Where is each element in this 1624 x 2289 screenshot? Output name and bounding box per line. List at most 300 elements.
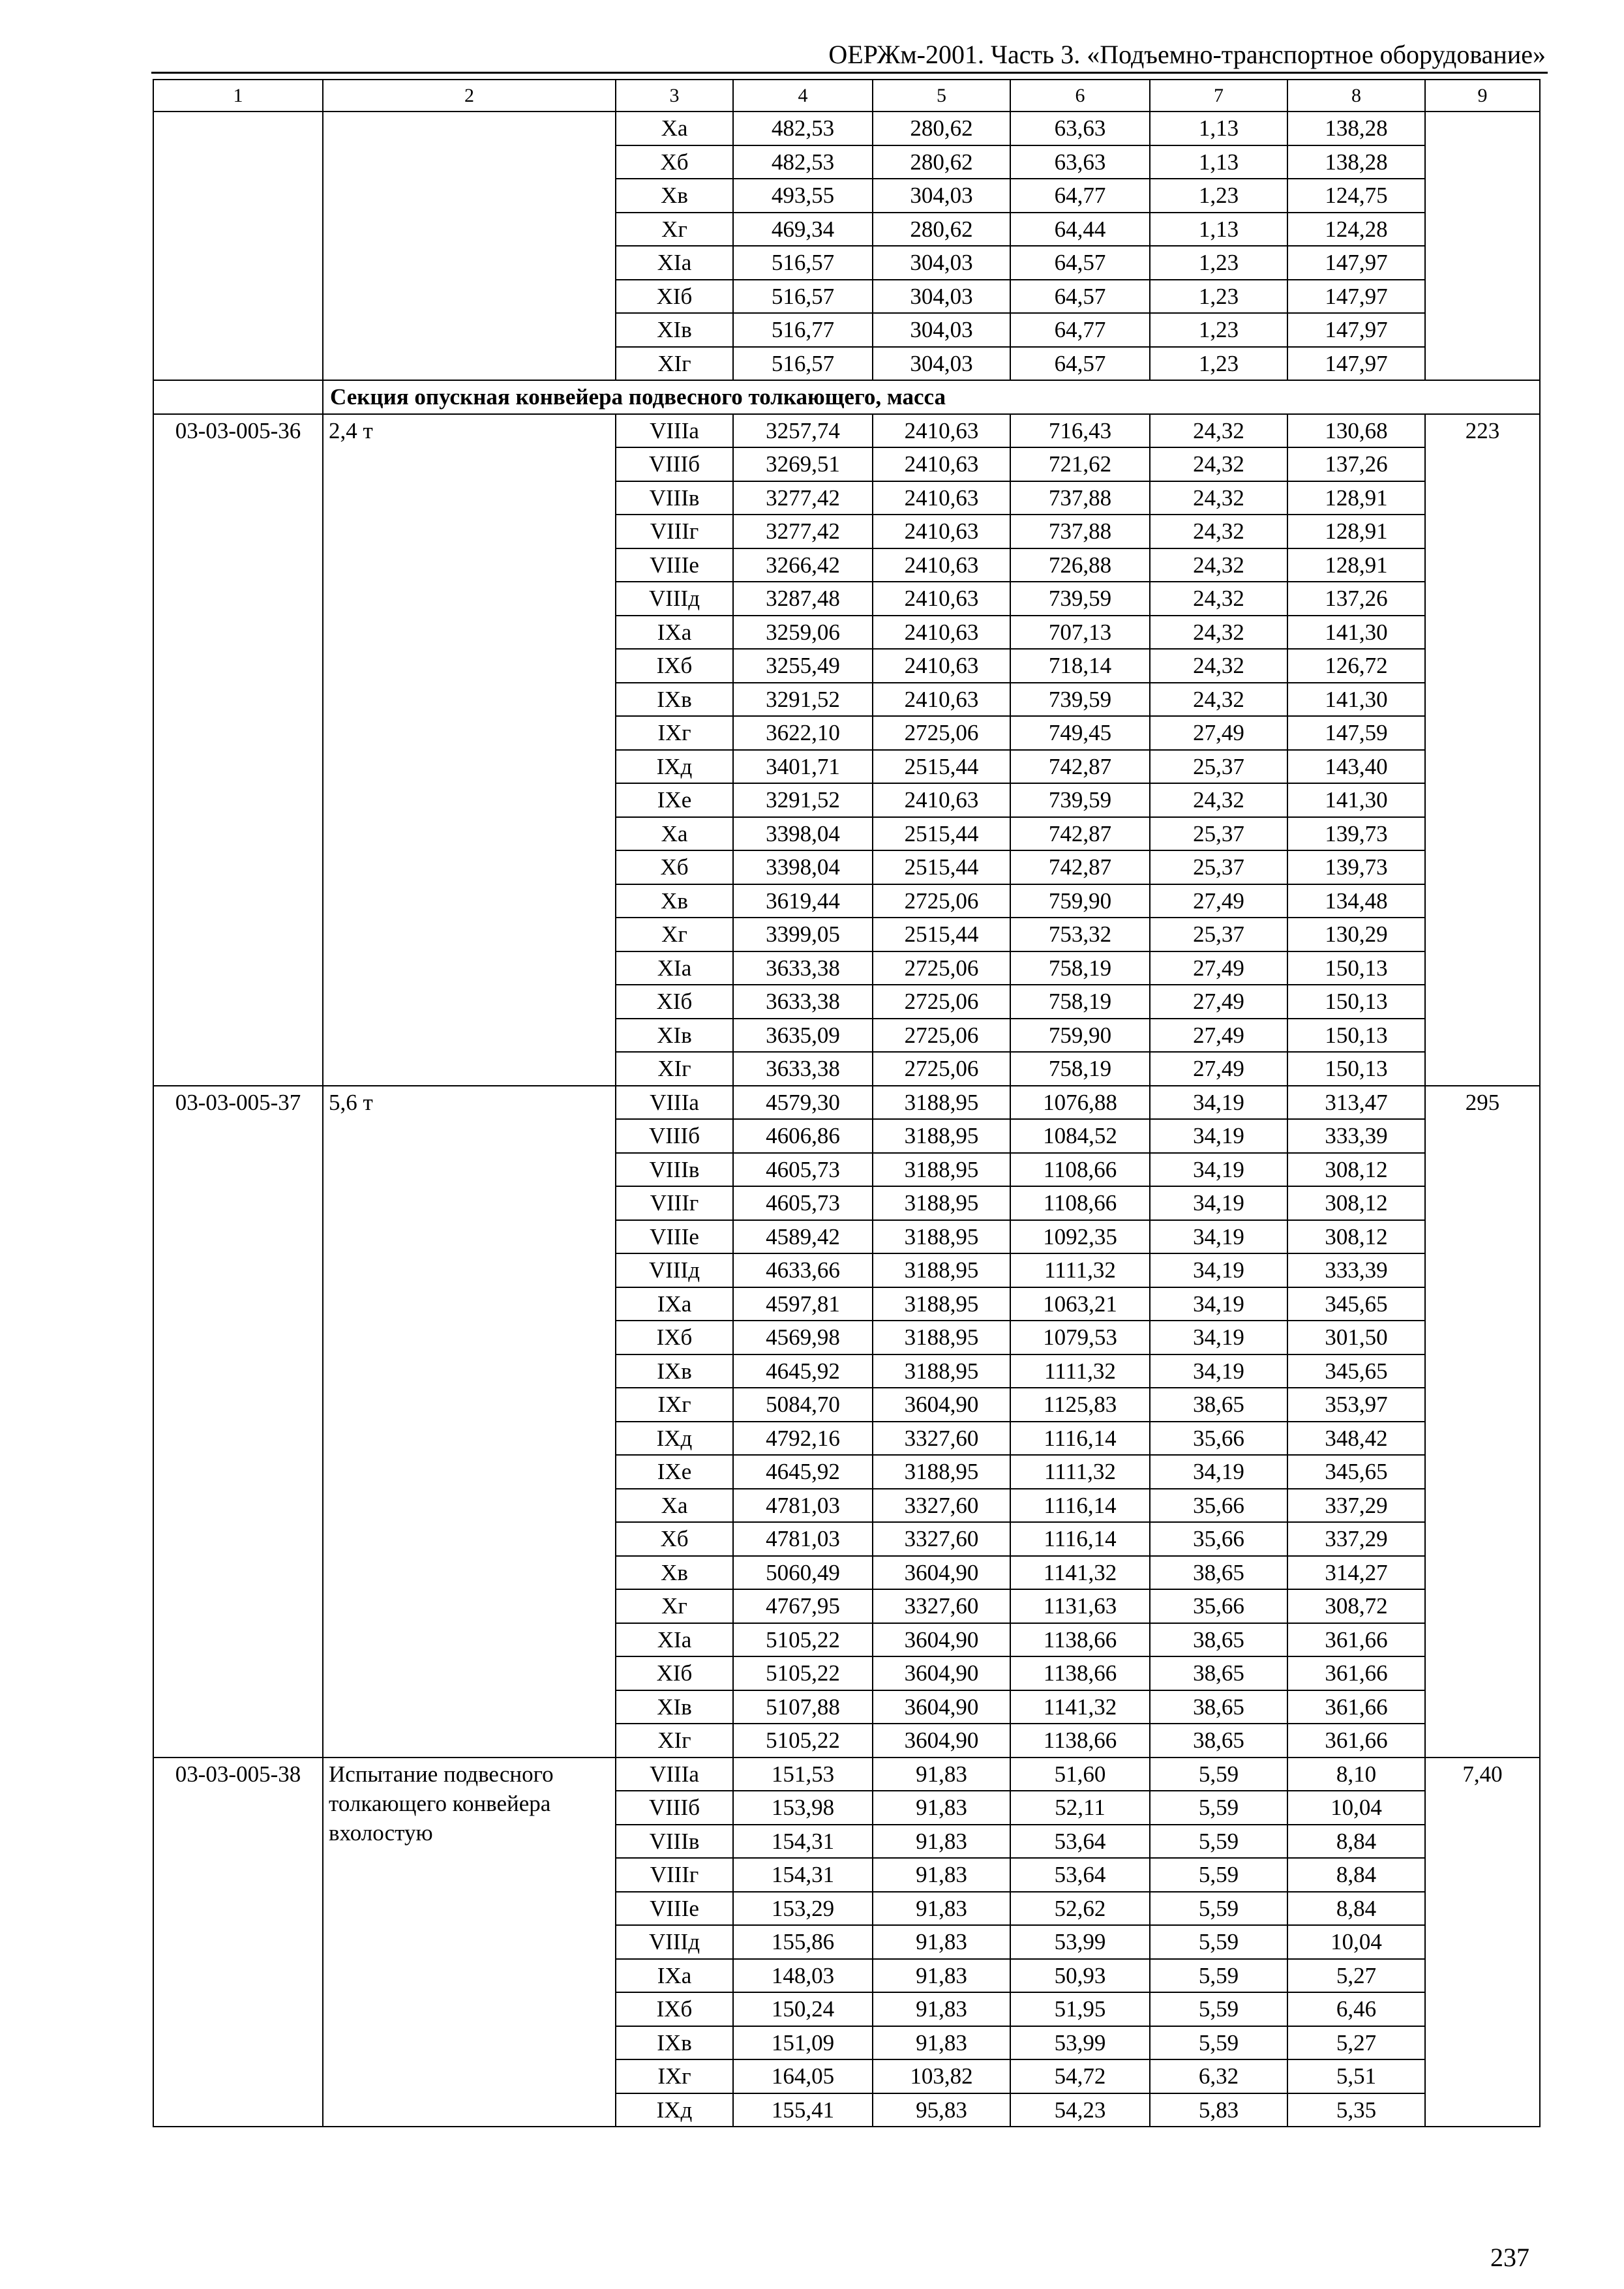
- name-cell: 2,4 т: [323, 414, 616, 1086]
- value-cell: 25,37: [1150, 918, 1287, 951]
- variant-cell: Xв: [616, 1556, 733, 1590]
- value-cell: 337,29: [1287, 1522, 1425, 1556]
- value-cell: 4597,81: [733, 1287, 873, 1321]
- header-divider: [151, 72, 1548, 74]
- value-cell: 333,39: [1287, 1253, 1425, 1287]
- section-code-cell: [153, 380, 323, 414]
- value-cell: 2410,63: [873, 683, 1010, 717]
- value-cell: 3399,05: [733, 918, 873, 951]
- value-cell: 8,10: [1287, 1758, 1425, 1791]
- value-cell: 63,63: [1010, 112, 1150, 145]
- value-cell: 137,26: [1287, 447, 1425, 481]
- value-cell: 337,29: [1287, 1489, 1425, 1523]
- value-cell: 5,59: [1150, 1791, 1287, 1825]
- value-cell: 707,13: [1010, 616, 1150, 650]
- value-cell: 4605,73: [733, 1186, 873, 1220]
- value-cell: 150,13: [1287, 951, 1425, 985]
- value-cell: 4792,16: [733, 1422, 873, 1456]
- value-cell: 27,49: [1150, 716, 1287, 750]
- value-cell: 5,59: [1150, 1758, 1287, 1791]
- value-cell: 2410,63: [873, 548, 1010, 582]
- variant-cell: Xг: [616, 918, 733, 951]
- value-cell: 34,19: [1150, 1321, 1287, 1354]
- value-cell: 4579,30: [733, 1086, 873, 1120]
- variant-cell: IXб: [616, 1992, 733, 2026]
- value-cell: 3188,95: [873, 1253, 1010, 1287]
- value-cell: 5,27: [1287, 1959, 1425, 1993]
- value-cell: 2725,06: [873, 716, 1010, 750]
- value-cell: 742,87: [1010, 817, 1150, 851]
- value-cell: 1131,63: [1010, 1589, 1150, 1623]
- value-cell: 5,59: [1150, 2026, 1287, 2060]
- value-cell: 5105,22: [733, 1623, 873, 1657]
- variant-cell: VIIIб: [616, 447, 733, 481]
- column-number: 7: [1150, 80, 1287, 112]
- value-cell: 4569,98: [733, 1321, 873, 1354]
- value-cell: 8,84: [1287, 1858, 1425, 1892]
- value-cell: 3287,48: [733, 582, 873, 616]
- value-cell: 1,23: [1150, 179, 1287, 213]
- value-cell: 147,97: [1287, 313, 1425, 347]
- value-cell: 2725,06: [873, 1019, 1010, 1053]
- value-cell: 52,11: [1010, 1791, 1150, 1825]
- value-cell: 758,19: [1010, 951, 1150, 985]
- value-cell: 308,12: [1287, 1220, 1425, 1254]
- value-cell: 1063,21: [1010, 1287, 1150, 1321]
- variant-cell: VIIIд: [616, 1253, 733, 1287]
- value-cell: 361,66: [1287, 1724, 1425, 1758]
- value-cell: 2725,06: [873, 884, 1010, 918]
- variant-cell: IXд: [616, 750, 733, 784]
- col9-cell: 223: [1425, 414, 1540, 1086]
- value-cell: 304,03: [873, 280, 1010, 314]
- value-cell: 3635,09: [733, 1019, 873, 1053]
- value-cell: 758,19: [1010, 1052, 1150, 1086]
- value-cell: 143,40: [1287, 750, 1425, 784]
- value-cell: 333,39: [1287, 1119, 1425, 1153]
- value-cell: 1116,14: [1010, 1522, 1150, 1556]
- variant-cell: IXе: [616, 1455, 733, 1489]
- value-cell: 147,97: [1287, 347, 1425, 381]
- value-cell: 742,87: [1010, 850, 1150, 884]
- value-cell: 10,04: [1287, 1925, 1425, 1959]
- value-cell: 4781,03: [733, 1489, 873, 1523]
- value-cell: 2515,44: [873, 750, 1010, 784]
- value-cell: 24,32: [1150, 481, 1287, 515]
- value-cell: 4645,92: [733, 1354, 873, 1388]
- value-cell: 5,59: [1150, 1959, 1287, 1993]
- value-cell: 34,19: [1150, 1253, 1287, 1287]
- variant-cell: VIIIв: [616, 1153, 733, 1187]
- value-cell: 3633,38: [733, 951, 873, 985]
- value-cell: 2410,63: [873, 481, 1010, 515]
- value-cell: 24,32: [1150, 683, 1287, 717]
- value-cell: 758,19: [1010, 985, 1150, 1019]
- value-cell: 1111,32: [1010, 1354, 1150, 1388]
- value-cell: 3622,10: [733, 716, 873, 750]
- value-cell: 308,12: [1287, 1186, 1425, 1220]
- value-cell: 10,04: [1287, 1791, 1425, 1825]
- value-cell: 1,13: [1150, 213, 1287, 247]
- value-cell: 1076,88: [1010, 1086, 1150, 1120]
- value-cell: 128,91: [1287, 481, 1425, 515]
- value-cell: 3604,90: [873, 1623, 1010, 1657]
- value-cell: 718,14: [1010, 649, 1150, 683]
- value-cell: 5084,70: [733, 1388, 873, 1422]
- code-cell: 03-03-005-37: [153, 1086, 323, 1758]
- value-cell: 38,65: [1150, 1724, 1287, 1758]
- value-cell: 3604,90: [873, 1724, 1010, 1758]
- column-number: 6: [1010, 80, 1150, 112]
- variant-cell: IXб: [616, 1321, 733, 1354]
- value-cell: 3188,95: [873, 1321, 1010, 1354]
- table-row: [153, 1086, 1540, 1120]
- value-cell: 24,32: [1150, 515, 1287, 548]
- name-cell: [323, 112, 616, 380]
- value-cell: 34,19: [1150, 1354, 1287, 1388]
- column-number: 1: [153, 80, 323, 112]
- variant-cell: VIIIа: [616, 414, 733, 448]
- value-cell: 308,12: [1287, 1153, 1425, 1187]
- variant-cell: XIб: [616, 280, 733, 314]
- value-cell: 3604,90: [873, 1556, 1010, 1590]
- value-cell: 3401,71: [733, 750, 873, 784]
- variant-cell: VIIIг: [616, 515, 733, 548]
- value-cell: 2725,06: [873, 951, 1010, 985]
- value-cell: 280,62: [873, 145, 1010, 179]
- value-cell: 516,57: [733, 347, 873, 381]
- value-cell: 3188,95: [873, 1354, 1010, 1388]
- value-cell: 1084,52: [1010, 1119, 1150, 1153]
- value-cell: 3259,06: [733, 616, 873, 650]
- value-cell: 759,90: [1010, 1019, 1150, 1053]
- value-cell: 348,42: [1287, 1422, 1425, 1456]
- value-cell: 4767,95: [733, 1589, 873, 1623]
- value-cell: 8,84: [1287, 1825, 1425, 1859]
- value-cell: 4606,86: [733, 1119, 873, 1153]
- variant-cell: XIб: [616, 985, 733, 1019]
- variant-cell: XIа: [616, 951, 733, 985]
- value-cell: 164,05: [733, 2059, 873, 2093]
- value-cell: 1141,32: [1010, 1690, 1150, 1724]
- value-cell: 737,88: [1010, 481, 1150, 515]
- value-cell: 3188,95: [873, 1287, 1010, 1321]
- variant-cell: IXа: [616, 1959, 733, 1993]
- value-cell: 51,60: [1010, 1758, 1150, 1791]
- value-cell: 301,50: [1287, 1321, 1425, 1354]
- value-cell: 2410,63: [873, 783, 1010, 817]
- value-cell: 3188,95: [873, 1086, 1010, 1120]
- value-cell: 742,87: [1010, 750, 1150, 784]
- value-cell: 91,83: [873, 1925, 1010, 1959]
- variant-cell: VIIIб: [616, 1119, 733, 1153]
- value-cell: 134,48: [1287, 884, 1425, 918]
- col9-cell: 295: [1425, 1086, 1540, 1758]
- value-cell: 91,83: [873, 1858, 1010, 1892]
- column-number: 9: [1425, 80, 1540, 112]
- column-number-row: [153, 80, 1540, 112]
- value-cell: 1,23: [1150, 280, 1287, 314]
- column-number: 3: [616, 80, 733, 112]
- table-row: [153, 1758, 1540, 1791]
- value-cell: 3188,95: [873, 1186, 1010, 1220]
- value-cell: 38,65: [1150, 1556, 1287, 1590]
- value-cell: 141,30: [1287, 683, 1425, 717]
- value-cell: 54,72: [1010, 2059, 1150, 2093]
- variant-cell: VIIIд: [616, 582, 733, 616]
- value-cell: 147,59: [1287, 716, 1425, 750]
- value-cell: 1,23: [1150, 313, 1287, 347]
- value-cell: 1138,66: [1010, 1623, 1150, 1657]
- value-cell: 126,72: [1287, 649, 1425, 683]
- value-cell: 2515,44: [873, 850, 1010, 884]
- value-cell: 34,19: [1150, 1220, 1287, 1254]
- value-cell: 91,83: [873, 1992, 1010, 2026]
- name-cell: Испытание подвесного толкающего конвейера вхолостую: [323, 1758, 616, 2127]
- value-cell: 739,59: [1010, 783, 1150, 817]
- value-cell: 469,34: [733, 213, 873, 247]
- value-cell: 1,13: [1150, 145, 1287, 179]
- variant-cell: VIIIа: [616, 1758, 733, 1791]
- variant-cell: IXд: [616, 2093, 733, 2127]
- value-cell: 361,66: [1287, 1690, 1425, 1724]
- value-cell: 38,65: [1150, 1690, 1287, 1724]
- variant-cell: IXд: [616, 1422, 733, 1456]
- value-cell: 151,53: [733, 1758, 873, 1791]
- value-cell: 749,45: [1010, 716, 1150, 750]
- value-cell: 141,30: [1287, 783, 1425, 817]
- value-cell: 304,03: [873, 246, 1010, 280]
- value-cell: 1138,66: [1010, 1724, 1150, 1758]
- value-cell: 3269,51: [733, 447, 873, 481]
- value-cell: 280,62: [873, 112, 1010, 145]
- value-cell: 3188,95: [873, 1455, 1010, 1489]
- variant-cell: XIг: [616, 1052, 733, 1086]
- value-cell: 5,59: [1150, 1892, 1287, 1926]
- value-cell: 150,24: [733, 1992, 873, 2026]
- code-cell: [153, 112, 323, 380]
- value-cell: 5,83: [1150, 2093, 1287, 2127]
- value-cell: 53,64: [1010, 1825, 1150, 1859]
- value-cell: 24,32: [1150, 616, 1287, 650]
- value-cell: 91,83: [873, 1791, 1010, 1825]
- code-cell: 03-03-005-36: [153, 414, 323, 1086]
- value-cell: 3398,04: [733, 850, 873, 884]
- value-cell: 51,95: [1010, 1992, 1150, 2026]
- variant-cell: VIIIв: [616, 481, 733, 515]
- value-cell: 91,83: [873, 1758, 1010, 1791]
- value-cell: 139,73: [1287, 817, 1425, 851]
- value-cell: 64,44: [1010, 213, 1150, 247]
- value-cell: 27,49: [1150, 951, 1287, 985]
- value-cell: 5105,22: [733, 1656, 873, 1690]
- variant-cell: VIIIа: [616, 1086, 733, 1120]
- value-cell: 34,19: [1150, 1186, 1287, 1220]
- value-cell: 147,97: [1287, 280, 1425, 314]
- table-row: [153, 414, 1540, 448]
- value-cell: 27,49: [1150, 1052, 1287, 1086]
- value-cell: 138,28: [1287, 112, 1425, 145]
- value-cell: 24,32: [1150, 414, 1287, 448]
- variant-cell: Xв: [616, 179, 733, 213]
- value-cell: 24,32: [1150, 783, 1287, 817]
- value-cell: 27,49: [1150, 985, 1287, 1019]
- value-cell: 1111,32: [1010, 1455, 1150, 1489]
- value-cell: 1116,14: [1010, 1489, 1150, 1523]
- value-cell: 3327,60: [873, 1489, 1010, 1523]
- value-cell: 516,77: [733, 313, 873, 347]
- value-cell: 35,66: [1150, 1489, 1287, 1523]
- value-cell: 482,53: [733, 112, 873, 145]
- value-cell: 345,65: [1287, 1354, 1425, 1388]
- value-cell: 3291,52: [733, 683, 873, 717]
- value-cell: 1,23: [1150, 246, 1287, 280]
- value-cell: 24,32: [1150, 447, 1287, 481]
- value-cell: 153,29: [733, 1892, 873, 1926]
- value-cell: 1116,14: [1010, 1422, 1150, 1456]
- value-cell: 5,27: [1287, 2026, 1425, 2060]
- variant-cell: Xб: [616, 850, 733, 884]
- value-cell: 739,59: [1010, 582, 1150, 616]
- value-cell: 50,93: [1010, 1959, 1150, 1993]
- value-cell: 6,46: [1287, 1992, 1425, 2026]
- value-cell: 35,66: [1150, 1422, 1287, 1456]
- variant-cell: XIа: [616, 1623, 733, 1657]
- value-cell: 3327,60: [873, 1422, 1010, 1456]
- value-cell: 91,83: [873, 1959, 1010, 1993]
- value-cell: 516,57: [733, 246, 873, 280]
- value-cell: 1141,32: [1010, 1556, 1150, 1590]
- variant-cell: Xг: [616, 213, 733, 247]
- value-cell: 726,88: [1010, 548, 1150, 582]
- value-cell: 5,59: [1150, 1992, 1287, 2026]
- value-cell: 139,73: [1287, 850, 1425, 884]
- value-cell: 3266,42: [733, 548, 873, 582]
- value-cell: 304,03: [873, 313, 1010, 347]
- name-cell: 5,6 т: [323, 1086, 616, 1758]
- variant-cell: VIIIе: [616, 1892, 733, 1926]
- value-cell: 739,59: [1010, 683, 1150, 717]
- value-cell: 3604,90: [873, 1388, 1010, 1422]
- value-cell: 34,19: [1150, 1086, 1287, 1120]
- value-cell: 716,43: [1010, 414, 1150, 448]
- value-cell: 6,32: [1150, 2059, 1287, 2093]
- value-cell: 128,91: [1287, 548, 1425, 582]
- variant-cell: VIIIв: [616, 1825, 733, 1859]
- section-title: Секция опускная конвейера подвесного толкающего, масса: [323, 380, 1540, 414]
- variant-cell: IXв: [616, 1354, 733, 1388]
- variant-cell: IXг: [616, 716, 733, 750]
- variant-cell: XIв: [616, 1019, 733, 1053]
- value-cell: 25,37: [1150, 750, 1287, 784]
- value-cell: 91,83: [873, 1892, 1010, 1926]
- column-number: 8: [1287, 80, 1425, 112]
- variant-cell: XIа: [616, 246, 733, 280]
- value-cell: 54,23: [1010, 2093, 1150, 2127]
- variant-cell: IXе: [616, 783, 733, 817]
- variant-cell: XIв: [616, 1690, 733, 1724]
- value-cell: 1,23: [1150, 347, 1287, 381]
- value-cell: 130,68: [1287, 414, 1425, 448]
- value-cell: 27,49: [1150, 884, 1287, 918]
- value-cell: 2410,63: [873, 515, 1010, 548]
- variant-cell: Xа: [616, 817, 733, 851]
- table-row: [153, 112, 1540, 145]
- col9-cell: 7,40: [1425, 1758, 1540, 2127]
- value-cell: 3257,74: [733, 414, 873, 448]
- value-cell: 308,72: [1287, 1589, 1425, 1623]
- value-cell: 1138,66: [1010, 1656, 1150, 1690]
- value-cell: 124,75: [1287, 179, 1425, 213]
- value-cell: 2410,63: [873, 582, 1010, 616]
- value-cell: 345,65: [1287, 1455, 1425, 1489]
- value-cell: 103,82: [873, 2059, 1010, 2093]
- value-cell: 3327,60: [873, 1522, 1010, 1556]
- value-cell: 5,59: [1150, 1825, 1287, 1859]
- variant-cell: VIIIе: [616, 1220, 733, 1254]
- value-cell: 5,59: [1150, 1858, 1287, 1892]
- value-cell: 150,13: [1287, 1019, 1425, 1053]
- value-cell: 147,97: [1287, 246, 1425, 280]
- value-cell: 35,66: [1150, 1522, 1287, 1556]
- value-cell: 3188,95: [873, 1220, 1010, 1254]
- value-cell: 64,77: [1010, 179, 1150, 213]
- variant-cell: Xа: [616, 1489, 733, 1523]
- value-cell: 64,57: [1010, 347, 1150, 381]
- variant-cell: Xб: [616, 1522, 733, 1556]
- value-cell: 130,29: [1287, 918, 1425, 951]
- variant-cell: IXб: [616, 649, 733, 683]
- value-cell: 3188,95: [873, 1119, 1010, 1153]
- variant-cell: VIIIе: [616, 548, 733, 582]
- value-cell: 25,37: [1150, 817, 1287, 851]
- variant-cell: IXв: [616, 683, 733, 717]
- value-cell: 3188,95: [873, 1153, 1010, 1187]
- value-cell: 2410,63: [873, 616, 1010, 650]
- value-cell: 154,31: [733, 1858, 873, 1892]
- value-cell: 3604,90: [873, 1656, 1010, 1690]
- variant-cell: IXг: [616, 1388, 733, 1422]
- value-cell: 35,66: [1150, 1589, 1287, 1623]
- value-cell: 153,98: [733, 1791, 873, 1825]
- value-cell: 137,26: [1287, 582, 1425, 616]
- value-cell: 150,13: [1287, 1052, 1425, 1086]
- value-cell: 91,83: [873, 1825, 1010, 1859]
- value-cell: 721,62: [1010, 447, 1150, 481]
- variant-cell: VIIIг: [616, 1186, 733, 1220]
- variant-cell: XIб: [616, 1656, 733, 1690]
- value-cell: 34,19: [1150, 1287, 1287, 1321]
- value-cell: 24,32: [1150, 649, 1287, 683]
- value-cell: 124,28: [1287, 213, 1425, 247]
- value-cell: 53,99: [1010, 1925, 1150, 1959]
- value-cell: 64,57: [1010, 246, 1150, 280]
- value-cell: 304,03: [873, 179, 1010, 213]
- value-cell: 3277,42: [733, 481, 873, 515]
- value-cell: 155,86: [733, 1925, 873, 1959]
- col9-cell: [1425, 112, 1540, 380]
- value-cell: 3619,44: [733, 884, 873, 918]
- value-cell: 280,62: [873, 213, 1010, 247]
- value-cell: 148,03: [733, 1959, 873, 1993]
- value-cell: 345,65: [1287, 1287, 1425, 1321]
- value-cell: 63,63: [1010, 145, 1150, 179]
- value-cell: 27,49: [1150, 1019, 1287, 1053]
- value-cell: 2515,44: [873, 817, 1010, 851]
- value-cell: 3633,38: [733, 1052, 873, 1086]
- variant-cell: VIIIд: [616, 1925, 733, 1959]
- variant-cell: XIв: [616, 313, 733, 347]
